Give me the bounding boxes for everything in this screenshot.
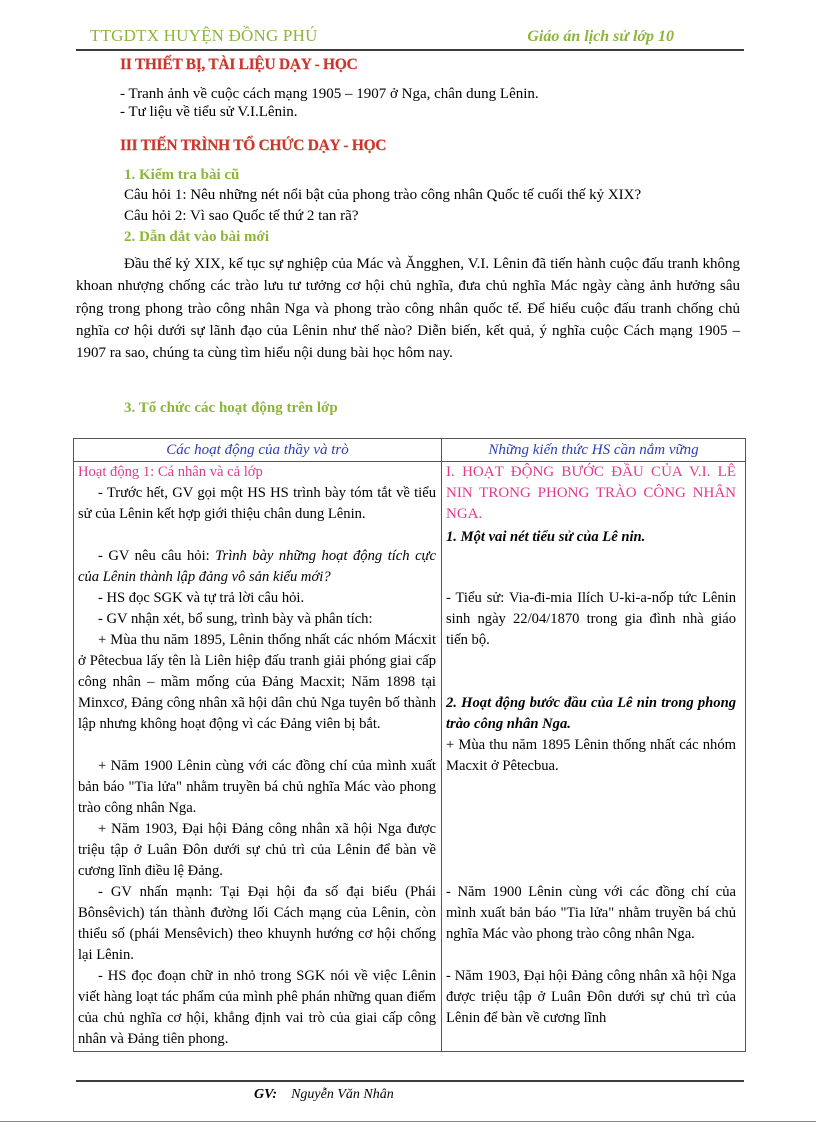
activities-cell [74, 462, 442, 1052]
page-header [76, 26, 744, 50]
activity-step-9: - HS đọc đoạn chữ in nhỏ trong SGK nói về việc Lênin viết hàng loạt tác phẩm của mình phê phán những quan điểm của chủ nghĩa cơ hội, khẳng định vai trò của giai cấp công nhân và Đảng tiên phong. [78, 968, 436, 1047]
activities-table [73, 438, 746, 1052]
header-divider [76, 49, 744, 51]
center-name: TTGDTX HUYỆN ĐỒNG PHÚ [90, 26, 318, 45]
review-question-1: Câu hỏi 1: Nêu những nét nổi bật của phong trào công nhân Quốc tế cuối thế kỷ XIX? [124, 187, 642, 203]
intro-paragraph: Đầu thế kỷ XIX, kế tục sự nghiệp của Mác và Ăngghen, V.I. Lênin đã tiến hành cuộc đấu tranh không khoan nhượng chống các trào lưu tư tưởng cơ hội chủ nghĩa, đưa chủ nghĩa Mác ngày càng ảnh hưởng sâu rộng trong phong trào công nhân Nga và phong trào công nhân quốc tế. Để hiểu cuộc đấu tranh chống chủ nghĩa cơ hội dưới sự lãnh đạo của Lênin như thế nào? Diễn biến, kết quả, ý nghĩa cuộc Cách mạng 1905 – 1907 ra sao, chúng ta cùng tìm hiểu nội dung bài học hôm nay. [76, 256, 740, 362]
knowledge-point-2: - Năm 1900 Lênin cùng với các đồng chí của mình xuất bản báo "Tia lửa" nhằm truyền bá chủ nghĩa Mác vào phong trào công nhân Nga. [446, 884, 736, 942]
knowledge-subheading-1: 1. Một vai nét tiểu sử của Lê nin. [446, 529, 646, 545]
knowledge-subheading-2: 2. Hoạt động bước đầu của Lê nin trong phong trào công nhân Nga. [446, 695, 736, 732]
knowledge-point-3: - Năm 1903, Đại hội Đảng công nhân xã hội Nga được triệu tập ở Luân Đôn dưới sự chủ trì của Lênin để bàn về cương lĩnh [446, 968, 736, 1026]
activity-step-2: - GV nêu câu hỏi: Trình bày những hoạt động tích cực của Lênin thành lập đảng vô sản kiểu mới? [78, 548, 436, 585]
activity-step-5: + Mùa thu năm 1895, Lênin thống nhất các nhóm Mácxit ở Pêtecbua lấy tên là Liên hiệp đấu tranh giải phóng giai cấp công nhân – mầm mống của Đảng Macxit; Năm 1898 tại Minxcơ, Đảng công nhân xã hội dân chủ Nga tuyên bố thành lập nhưng không hoạt động vì các Đảng viên bị bắt. [78, 632, 436, 732]
activity-step-4: - GV nhận xét, bổ sung, trình bày và phân tích: [98, 611, 373, 627]
material-item-1: - Tranh ảnh về cuộc cách mạng 1905 – 1907 ở Nga, chân dung Lênin. [120, 86, 539, 102]
activity-step-3: - HS đọc SGK và tự trả lời câu hỏi. [98, 590, 305, 606]
activity-step-8: - GV nhấn mạnh: Tại Đại hội đa số đại biểu (Phái Bônsêvich) tán thành đường lối Cách mạng của Lênin, còn thiểu số (phái Mensêvich) theo khuynh hướng cơ hội chống lại Lênin. [78, 884, 436, 963]
activity-step-7: + Năm 1903, Đại hội Đảng công nhân xã hội Nga được triệu tập ở Luân Đôn dưới sự chủ trì của Lênin để bàn về cương lĩnh điều lệ Đảng. [78, 821, 436, 879]
col-header-activities: Các hoạt động của thầy và trò [74, 439, 442, 462]
knowledge-biography: - Tiểu sử: Via-đi-mia Ilích U-ki-a-nốp tức Lênin sinh ngày 22/04/1870 trong gia đình nhà giáo tiến bộ. [446, 590, 736, 648]
footer-divider [76, 1080, 744, 1082]
teacher-name: Nguyễn Văn Nhân [291, 1087, 394, 1102]
activity-step-6: + Năm 1900 Lênin cùng với các đồng chí của mình xuất bản báo "Tia lửa" nhằm truyền bá chủ nghĩa Mác vào phong trào công nhân Nga. [78, 758, 436, 816]
activity-step-1: - Trước hết, GV gọi một HS HS trình bày tóm tắt về tiểu sử của Lênin kết hợp giới thiệu chân dung Lênin. [78, 485, 436, 522]
col-header-knowledge: Những kiến thức HS cần nắm vững [442, 439, 746, 462]
lesson-plan-title: Giáo án lịch sử lớp 10 [527, 28, 674, 45]
subsection-activities-heading: 3. Tổ chức các hoạt động trên lớp [124, 400, 338, 416]
review-question-2: Câu hỏi 2: Vì sao Quốc tế thứ 2 tan rã? [124, 208, 359, 224]
knowledge-point-1: + Mùa thu năm 1895 Lênin thống nhất các nhóm Macxit ở Pêtecbua. [446, 737, 736, 774]
activity-1-heading: Hoạt động 1: Cá nhân và cả lớp [78, 464, 263, 480]
teacher-label: GV: [254, 1087, 278, 1102]
knowledge-cell [442, 462, 746, 1052]
subsection-review-heading: 1. Kiểm tra bài cũ [124, 167, 240, 183]
section-3-heading: III TIẾN TRÌNH TỔ CHỨC DẠY - HỌC [120, 137, 387, 154]
material-item-2: - Tư liệu về tiểu sử V.I.Lênin. [120, 104, 298, 120]
page-bottom-edge [0, 1121, 816, 1122]
section-2-heading: II THIẾT BỊ, TÀI LIỆU DẠY - HỌC [120, 56, 358, 73]
page-footer [254, 1087, 394, 1103]
knowledge-section-title: I. HOẠT ĐỘNG BƯỚC ĐẦU CỦA V.I. LÊ NIN TRONG PHONG TRÀO CÔNG NHÂN NGA. [446, 464, 736, 522]
subsection-intro-heading: 2. Dẫn dắt vào bài mới [124, 229, 269, 245]
